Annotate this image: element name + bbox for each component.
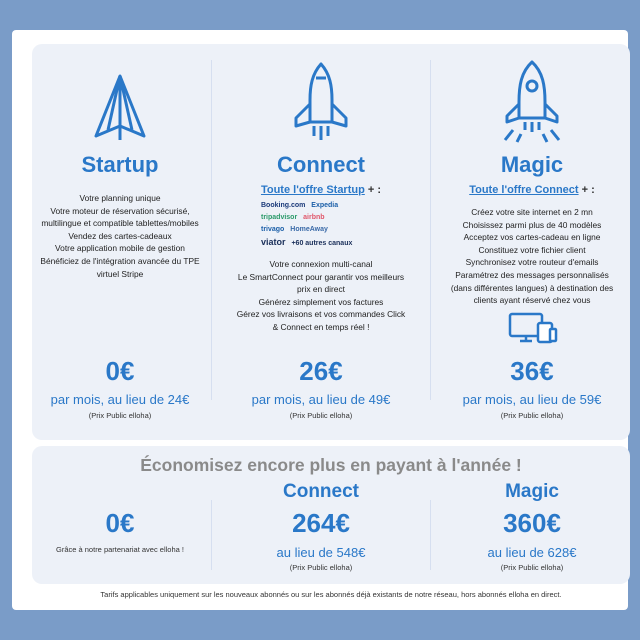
public-price-note: (Prix Public elloha)	[289, 411, 353, 420]
column-divider	[211, 60, 212, 400]
public-price-note: (Prix Public elloha)	[88, 411, 152, 420]
annual-note-connect: (Prix Public elloha)	[289, 563, 353, 572]
channel-logo: tripadvisor	[261, 214, 298, 221]
annual-title: Économisez encore plus en payant à l'année !	[140, 455, 522, 475]
offer-suffix: + :	[364, 184, 382, 196]
channel-logos	[261, 200, 381, 250]
offer-suffix: + :	[578, 184, 595, 196]
column-divider	[430, 500, 431, 570]
public-price-note: (Prix Public elloha)	[500, 411, 564, 420]
price-connect: 26€	[299, 356, 343, 386]
footnote: Tarifs applicables uniquement sur les nouveaux abonnés ou sur les abonnés déjà existants de notre réseau, hors abonnés elloha en direct.	[100, 590, 562, 599]
offer-line	[432, 184, 632, 196]
price-magic: 36€	[510, 356, 554, 386]
devices-icon	[506, 311, 558, 345]
per-month-magic: par mois, au lieu de 59€	[462, 392, 602, 407]
channel-logo: Expedia	[311, 202, 339, 209]
rocket-launch-icon	[495, 58, 569, 144]
plan-connect	[214, 52, 428, 334]
per-month-connect: par mois, au lieu de 49€	[251, 392, 391, 407]
annual-price-startup: 0€	[105, 508, 135, 538]
feature-item: Votre planning unique	[79, 193, 161, 203]
feature-item: Créez votre site internet en 2 mn	[471, 207, 593, 217]
feature-item: Gérez vos livraisons et vos commandes Click	[236, 309, 406, 320]
feature-item: Générez simplement vos factures	[258, 296, 384, 307]
feature-list	[32, 192, 208, 280]
offer-line	[214, 184, 428, 196]
feature-item: Constituez votre fichier client	[478, 244, 586, 255]
feature-item: Vendez des cartes-cadeaux	[68, 230, 172, 241]
annual-plan-magic: Magic	[505, 481, 559, 502]
plan-title: Magic	[500, 152, 564, 177]
feature-item: prix en direct	[297, 284, 345, 295]
paper-plane-icon	[90, 72, 150, 144]
per-month-startup: par mois, au lieu de 24€	[50, 392, 190, 407]
feature-item: Votre connexion multi-canal	[269, 259, 373, 269]
feature-item: (dans différentes langues) à destination des	[450, 282, 614, 293]
channel-logo: Booking.com	[261, 202, 306, 209]
feature-item: virtuel Stripe	[96, 268, 144, 279]
feature-item: Le SmartConnect pour garantir vos meilleurs	[237, 271, 405, 282]
annual-sub-magic: au lieu de 628€	[487, 545, 577, 560]
annual-price-magic: 360€	[503, 508, 561, 538]
rocket-icon	[286, 60, 356, 144]
column-divider	[211, 500, 212, 570]
feature-item: Choisissez parmi plus de 40 modèles	[462, 219, 602, 230]
offer-link[interactable]: Toute l'offre Connect	[469, 184, 579, 196]
annual-price-connect: 264€	[292, 508, 350, 538]
channel-logo: viator	[261, 237, 286, 247]
feature-item: Votre moteur de réservation sécurisé,	[50, 205, 190, 216]
channel-logo: HomeAway	[290, 226, 328, 233]
feature-item: Votre application mobile de gestion	[55, 243, 185, 254]
offer-link[interactable]: Toute l'offre Startup	[260, 184, 365, 196]
price-startup: 0€	[105, 356, 135, 386]
feature-item: & Connect en temps réel !	[272, 321, 370, 332]
plan-title: Connect	[277, 152, 365, 177]
feature-item: clients ayant réservé chez vous	[473, 295, 591, 306]
annual-note-magic: (Prix Public elloha)	[500, 563, 564, 572]
plan-startup	[32, 52, 208, 280]
annual-sub-connect: au lieu de 548€	[276, 545, 366, 560]
feature-item: Paramétrez des messages personnalisés	[455, 269, 609, 280]
feature-item: Acceptez vos cartes-cadeau en ligne	[463, 232, 601, 243]
plan-magic	[432, 52, 632, 350]
column-divider	[430, 60, 431, 400]
channel-logo: airbnb	[303, 214, 325, 221]
feature-item: Synchronisez votre routeur d'emails	[465, 257, 599, 268]
feature-item: multilingue et compatible tablettes/mobiles	[41, 218, 199, 229]
feature-list	[432, 206, 632, 307]
annual-plan-connect: Connect	[283, 481, 359, 502]
channel-logo: trivago	[261, 226, 285, 233]
channel-logo: +60 autres canaux	[291, 240, 353, 247]
plan-title: Startup	[81, 152, 159, 177]
annual-note-startup: Grâce à notre partenariat avec elloha !	[56, 545, 184, 554]
feature-item: Bénéficiez de l'intégration avancée du TPE	[40, 255, 200, 266]
feature-list	[214, 258, 428, 334]
